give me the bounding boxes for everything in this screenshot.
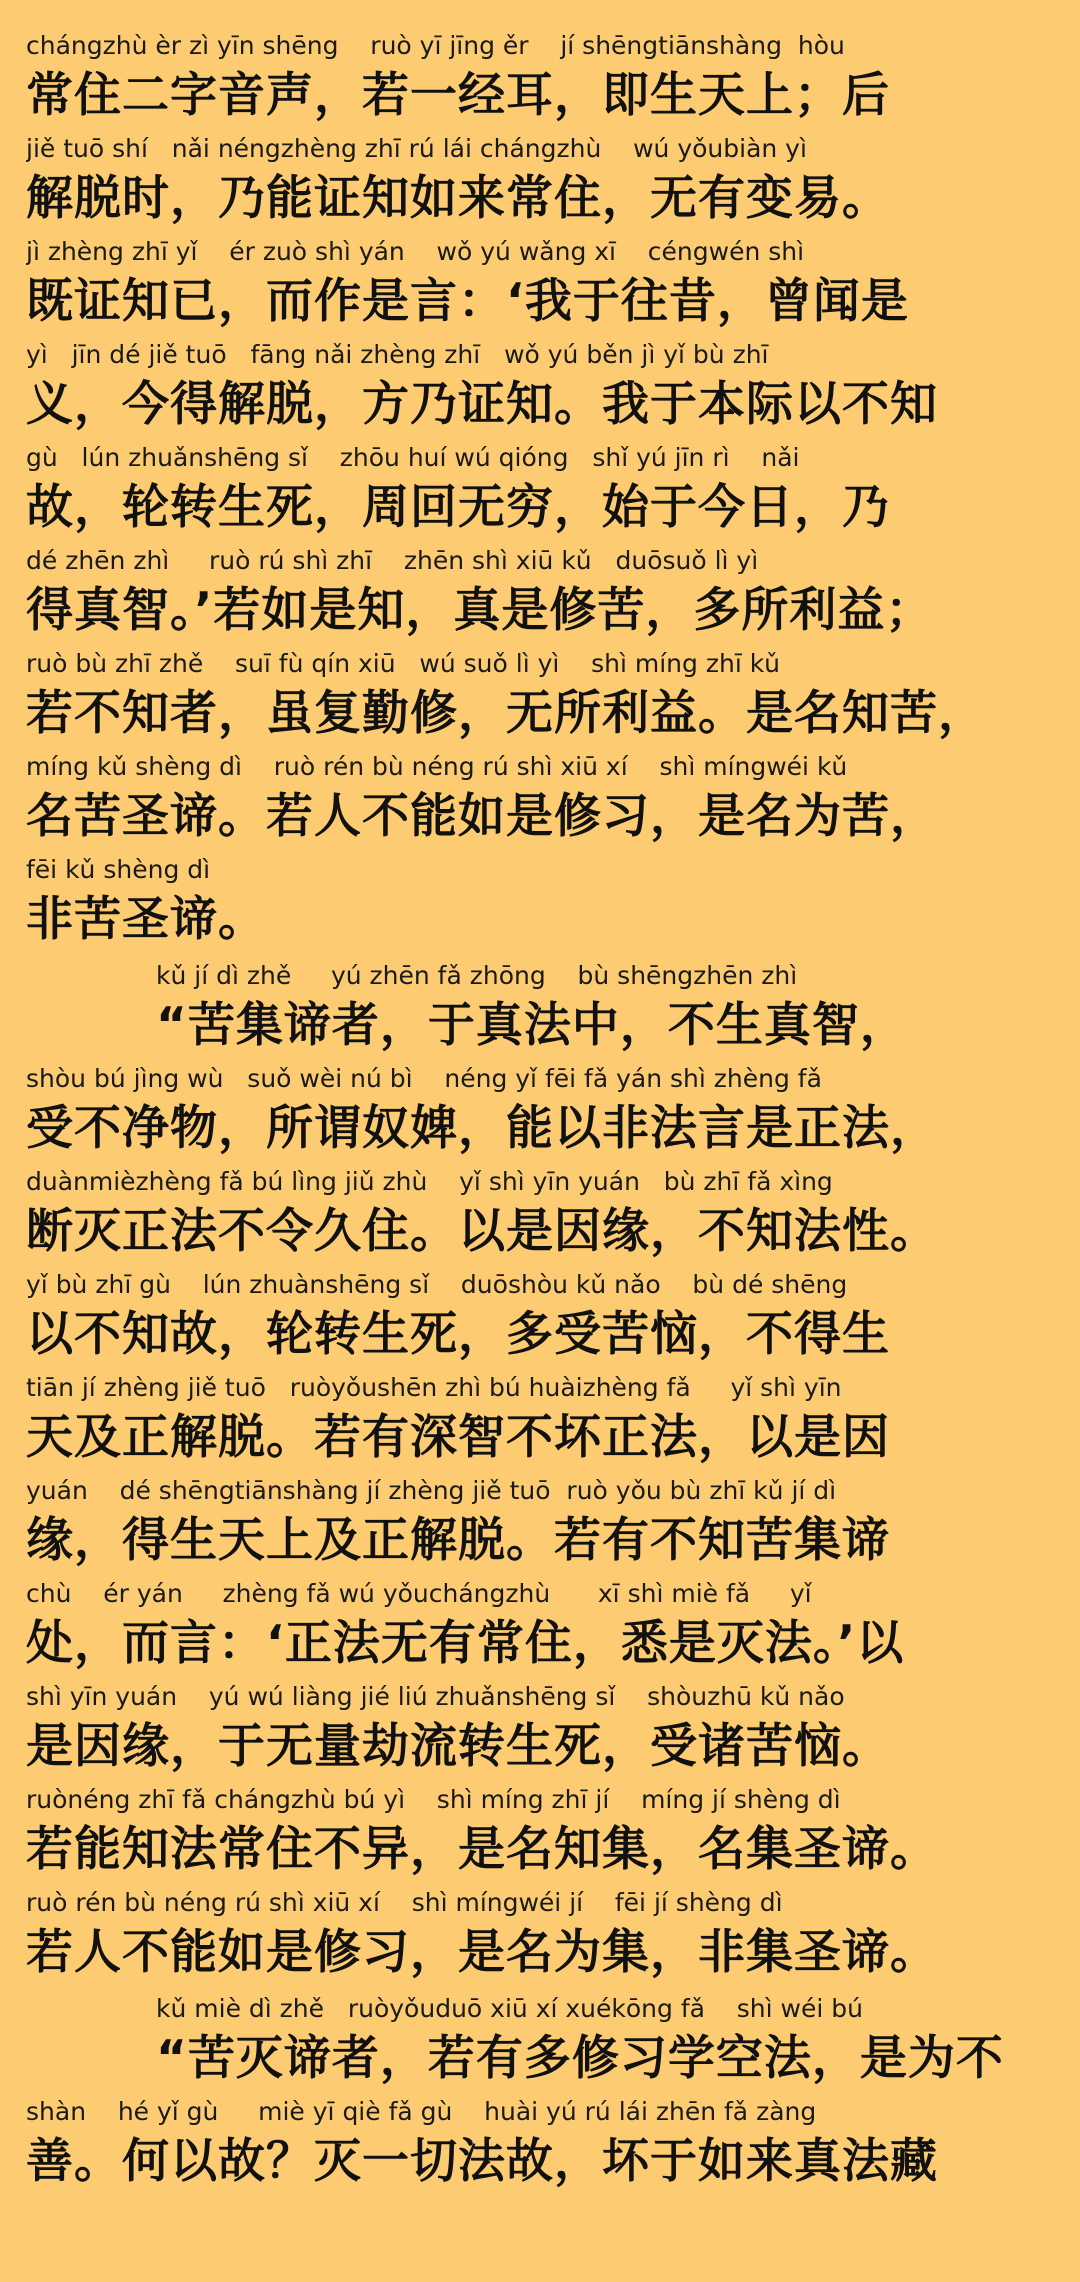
chinese-text: 常住二字音声，若一经耳，即生天上；后 bbox=[26, 68, 890, 123]
text-line bbox=[26, 747, 1054, 850]
pinyin-annotation: dé zhēn zhì ruò rú shì zhī zhēn shì xiū kǔ duōsuǒ lì yì bbox=[26, 546, 759, 575]
text-line bbox=[26, 1677, 1054, 1780]
text-line bbox=[26, 26, 1054, 129]
chinese-text: 名苦圣谛。若人不能如是修习，是名为苦， bbox=[26, 789, 938, 844]
text-line bbox=[26, 232, 1054, 335]
pinyin-annotation: shì yīn yuán yú wú liàng jié liú zhuǎnshēng sǐ shòuzhū kǔ nǎo bbox=[26, 1682, 845, 1711]
chinese-text: 若不知者，虽复勤修，无所利益。是名知苦， bbox=[26, 686, 986, 741]
text-line bbox=[26, 1368, 1054, 1471]
text-line bbox=[26, 129, 1054, 232]
chinese-text: 义，今得解脱，方乃证知。我于本际以不知 bbox=[26, 377, 938, 432]
chinese-text: 得真智。’若如是知，真是修苦，多所利益； bbox=[26, 583, 934, 638]
text-line bbox=[26, 1883, 1054, 1986]
pinyin-annotation: míng kǔ shèng dì ruò rén bù néng rú shì xiū xí shì míngwéi kǔ bbox=[26, 752, 848, 781]
pinyin-annotation: fēi kǔ shèng dì bbox=[26, 855, 211, 884]
chinese-text: 故，轮转生死，周回无穷，始于今日，乃 bbox=[26, 480, 890, 535]
pinyin-annotation: duànmièzhèng fǎ bú lìng jiǔ zhù yǐ shì yīn yuán bù zhī fǎ xìng bbox=[26, 1167, 833, 1196]
chinese-text: 缘，得生天上及正解脱。若有不知苦集谛 bbox=[26, 1513, 890, 1568]
text-line bbox=[26, 1471, 1054, 1574]
pinyin-annotation: yuán dé shēngtiānshàng jí zhèng jiě tuō ruò yǒu bù zhī kǔ jí dì bbox=[26, 1476, 837, 1505]
pinyin-annotation: ruò bù zhī zhě suī fù qín xiū wú suǒ lì yì shì míng zhī kǔ bbox=[26, 649, 781, 678]
pinyin-annotation: ruò rén bù néng rú shì xiū xí shì míngwéi jí fēi jí shèng dì bbox=[26, 1888, 783, 1917]
text-line bbox=[26, 1780, 1054, 1883]
chinese-text: “苦灭谛者，若有多修习学空法，是为不 bbox=[156, 2031, 1004, 2086]
chinese-text: 非苦圣谛。 bbox=[26, 892, 266, 947]
pinyin-annotation: ruònéng zhī fǎ chángzhù bú yì shì míng zhī jí míng jí shèng dì bbox=[26, 1785, 841, 1814]
pinyin-annotation: shàn hé yǐ gù miè yī qiè fǎ gù huài yú rú lái zhēn fǎ zàng bbox=[26, 2097, 817, 2126]
chinese-text: 受不净物，所谓奴婢，能以非法言是正法， bbox=[26, 1101, 938, 1156]
text-line bbox=[26, 1265, 1054, 1368]
chinese-text: 既证知已，而作是言：‘我于往昔，曾闻是 bbox=[26, 274, 909, 329]
text-line bbox=[26, 2092, 1054, 2195]
pinyin-annotation: yǐ bù zhī gù lún zhuànshēng sǐ duōshòu kǔ nǎo bù dé shēng bbox=[26, 1270, 848, 1299]
chinese-text: 若人不能如是修习，是名为集，非集圣谛。 bbox=[26, 1925, 938, 1980]
pinyin-annotation: shòu bú jìng wù suǒ wèi nú bì néng yǐ fēi fǎ yán shì zhèng fǎ bbox=[26, 1064, 822, 1093]
text-line bbox=[26, 850, 1054, 953]
pinyin-annotation: chángzhù èr zì yīn shēng ruò yī jīng ěr jí shēngtiānshàng hòu bbox=[26, 31, 845, 60]
chinese-text: 善。何以故？灭一切法故，坏于如来真法藏 bbox=[26, 2134, 938, 2189]
chinese-text: 若能知法常住不异，是名知集，名集圣谛。 bbox=[26, 1822, 938, 1877]
pinyin-annotation: kǔ jí dì zhě yú zhēn fǎ zhōng bù shēngzhēn zhì bbox=[156, 961, 798, 990]
text-line bbox=[26, 1574, 1054, 1677]
text-line bbox=[26, 541, 1054, 644]
pinyin-annotation: gù lún zhuǎnshēng sǐ zhōu huí wú qióng shǐ yú jīn rì nǎi bbox=[26, 443, 800, 472]
text-line bbox=[26, 644, 1054, 747]
chinese-text: 是因缘，于无量劫流转生死，受诸苦恼。 bbox=[26, 1719, 890, 1774]
pinyin-annotation: tiān jí zhèng jiě tuō ruòyǒushēn zhì bú huàizhèng fǎ yǐ shì yīn bbox=[26, 1373, 842, 1402]
chinese-text: 天及正解脱。若有深智不坏正法，以是因 bbox=[26, 1410, 890, 1465]
chinese-text: 解脱时，乃能证知如来常住，无有变易。 bbox=[26, 171, 890, 226]
text-line bbox=[26, 1162, 1054, 1265]
text-line bbox=[26, 438, 1054, 541]
chinese-text: 断灭正法不令久住。以是因缘，不知法性。 bbox=[26, 1204, 938, 1259]
chinese-text: 以不知故，轮转生死，多受苦恼，不得生 bbox=[26, 1307, 890, 1362]
text-line bbox=[26, 956, 1054, 1059]
text-line bbox=[26, 1059, 1054, 1162]
pinyin-annotation: chù ér yán zhèng fǎ wú yǒuchángzhù xī shì miè fǎ yǐ bbox=[26, 1579, 812, 1608]
pinyin-annotation: jiě tuō shí nǎi néngzhèng zhī rú lái chángzhù wú yǒubiàn yì bbox=[26, 134, 807, 163]
pinyin-annotation: jì zhèng zhī yǐ ér zuò shì yán wǒ yú wǎng xī céngwén shì bbox=[26, 237, 805, 266]
text-line bbox=[26, 1989, 1054, 2092]
text-line bbox=[26, 335, 1054, 438]
chinese-text: 处，而言：‘正法无有常住，悉是灭法。’以 bbox=[26, 1616, 905, 1671]
pinyin-annotation: yì jīn dé jiě tuō fāng nǎi zhèng zhī wǒ yú běn jì yǐ bù zhī bbox=[26, 340, 769, 369]
chinese-text: “苦集谛者，于真法中，不生真智， bbox=[156, 998, 908, 1053]
pinyin-annotation: kǔ miè dì zhě ruòyǒuduō xiū xí xuékōng fǎ shì wéi bú bbox=[156, 1994, 863, 2023]
